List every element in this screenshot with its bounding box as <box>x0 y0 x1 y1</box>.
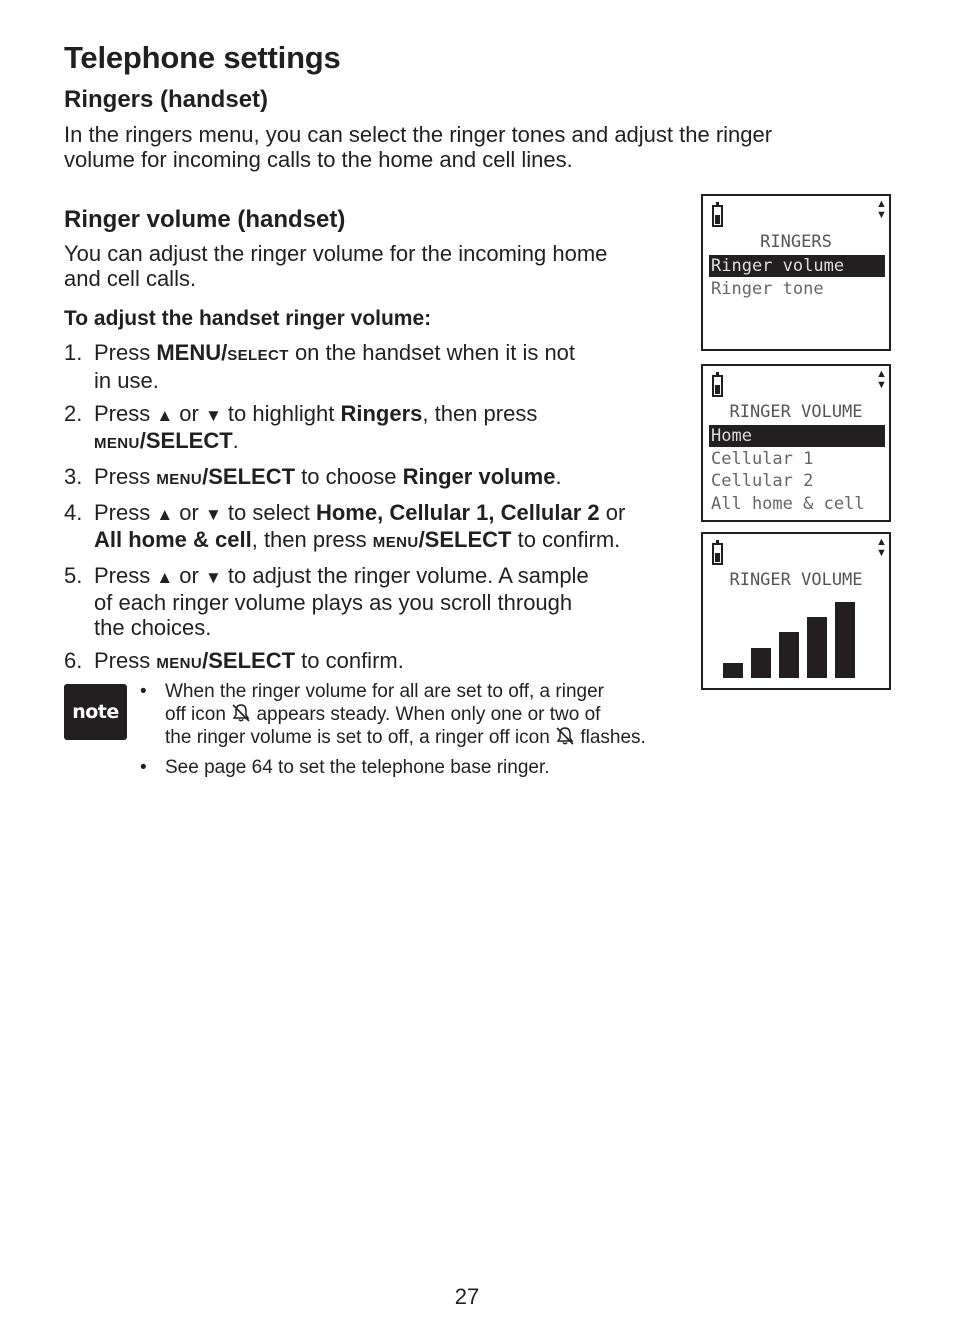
select-key-label: /SELECT <box>418 527 512 552</box>
note-text: appears steady. When only one or two of <box>251 704 601 725</box>
step-text: to highlight <box>221 401 341 426</box>
steps-heading: To adjust the handset ringer volume: <box>64 307 432 330</box>
step-text: , then press <box>422 401 538 426</box>
step-text: of each ringer volume plays as you scroll through <box>94 590 573 615</box>
note-text: See page 64 to set the telephone base ringer. <box>165 757 550 778</box>
lcd-row: Ringer tone <box>711 279 824 299</box>
menu-key-label: MENU <box>156 471 203 488</box>
down-arrow-icon: ▼ <box>204 505 222 524</box>
step-text: Press <box>94 401 157 426</box>
volume-bar-5 <box>835 602 855 678</box>
select-key-label: /SELECT <box>139 428 233 453</box>
note-list <box>140 680 740 786</box>
step-text: Press <box>94 648 157 673</box>
ringers-intro <box>64 122 772 172</box>
step-5 <box>64 563 694 640</box>
line-options: Home, Cellular 1, Cellular 2 <box>315 500 600 525</box>
note-item-2 <box>140 756 740 779</box>
step-number: 3. <box>64 464 83 489</box>
volume-bar-1 <box>723 663 743 678</box>
bullet: • <box>140 681 147 702</box>
step-4 <box>64 500 694 555</box>
step-text: to adjust the ringer volume. A sample <box>221 563 589 588</box>
step-text: or <box>173 401 205 426</box>
section-heading-ringers: Ringers (handset) <box>64 86 269 113</box>
ringers-intro-line2: volume for incoming calls to the home and cell lines. <box>64 147 573 172</box>
menu-key-label: MENU <box>156 655 203 672</box>
lcd-row: All home & cell <box>711 494 865 514</box>
select-key-label: /SELECT <box>202 464 296 489</box>
bullet: • <box>140 757 147 778</box>
ringer-volume-intro-line2: and cell calls. <box>64 266 197 291</box>
ringer-off-icon <box>231 703 251 723</box>
step-text: Press <box>94 500 157 525</box>
note-badge: note <box>64 684 127 740</box>
volume-bar-4 <box>807 617 827 678</box>
menu-item-ringer-volume: Ringer volume <box>402 464 556 489</box>
lcd-row: Cellular 2 <box>711 471 814 491</box>
step-number: 2. <box>64 401 83 426</box>
step-text: Press <box>94 563 157 588</box>
step-text: to select <box>221 500 316 525</box>
page-title: Telephone settings <box>64 40 341 75</box>
battery-icon <box>712 543 723 565</box>
select-key-label: /SELECT <box>202 648 296 673</box>
step-text: Press <box>94 464 157 489</box>
step-text: in use. <box>94 368 159 393</box>
up-arrow-icon: ▲ <box>156 406 174 425</box>
step-text: . <box>232 428 239 453</box>
step-text: to choose <box>295 464 403 489</box>
step-1 <box>64 340 694 393</box>
ringer-off-icon <box>555 726 575 746</box>
step-text: to confirm. <box>511 527 621 552</box>
step-text: or <box>173 563 205 588</box>
step-text: or <box>173 500 205 525</box>
note-text: off icon <box>165 704 232 725</box>
line-option-all: All home & cell <box>94 527 252 552</box>
volume-bar-2 <box>751 648 771 678</box>
ringer-volume-intro <box>64 241 607 291</box>
step-number: 4. <box>64 500 83 525</box>
steps-list <box>64 340 694 684</box>
down-arrow-icon: ▼ <box>204 568 222 587</box>
note-text: When the ringer volume for all are set to off, a ringer <box>165 681 604 702</box>
scroll-arrows-icon: ▲▼ <box>876 198 887 221</box>
lcd-row-selected: Ringer volume <box>709 255 885 277</box>
menu-key-label: MENU <box>94 435 140 452</box>
lcd-screen-ringers <box>701 194 891 351</box>
lcd-screen-ringer-volume-level <box>701 532 891 690</box>
ringers-intro-line1: In the ringers menu, you can select the ringer tones and adjust the ringer <box>64 122 773 147</box>
lcd-title: RINGER VOLUME <box>729 402 863 422</box>
step-6 <box>64 648 694 676</box>
step-3 <box>64 464 694 492</box>
section-heading-ringer-volume: Ringer volume (handset) <box>64 206 346 233</box>
step-text: , then press <box>251 527 373 552</box>
lcd-row: Cellular 1 <box>711 449 814 469</box>
note-text: the ringer volume is set to off, a ringer off icon <box>165 727 556 748</box>
step-text: to confirm. <box>295 648 404 673</box>
lcd-screen-ringer-volume-menu <box>701 364 891 522</box>
scroll-arrows-icon: ▲▼ <box>876 536 887 559</box>
ringer-volume-intro-line1: You can adjust the ringer volume for the incoming home <box>64 241 608 266</box>
up-arrow-icon: ▲ <box>156 505 174 524</box>
battery-icon <box>712 375 723 397</box>
lcd-title: RINGERS <box>760 232 832 252</box>
page-number: 27 <box>454 1284 480 1309</box>
step-number: 6. <box>64 648 83 673</box>
step-number: 5. <box>64 563 83 588</box>
step-text: or <box>599 500 626 525</box>
volume-level-bars <box>723 598 863 678</box>
step-text: Press <box>94 340 157 365</box>
lcd-row-selected: Home <box>709 425 885 447</box>
down-arrow-icon: ▼ <box>204 406 222 425</box>
step-text: the choices. <box>94 615 212 640</box>
step-2 <box>64 401 694 456</box>
select-key-label: SELECT <box>227 347 289 364</box>
scroll-arrows-icon: ▲▼ <box>876 368 887 391</box>
note-item-1 <box>140 680 740 749</box>
note-text: flashes. <box>575 727 646 748</box>
battery-icon <box>712 205 723 227</box>
lcd-title: RINGER VOLUME <box>729 570 863 590</box>
menu-item-ringers: Ringers <box>340 401 423 426</box>
up-arrow-icon: ▲ <box>156 568 174 587</box>
menu-key-label: MENU/ <box>156 340 228 365</box>
menu-key-label: MENU <box>372 534 419 551</box>
step-number: 1. <box>64 340 83 365</box>
step-text: on the handset when it is not <box>288 340 576 365</box>
step-text: . <box>555 464 562 489</box>
volume-bar-3 <box>779 632 799 678</box>
